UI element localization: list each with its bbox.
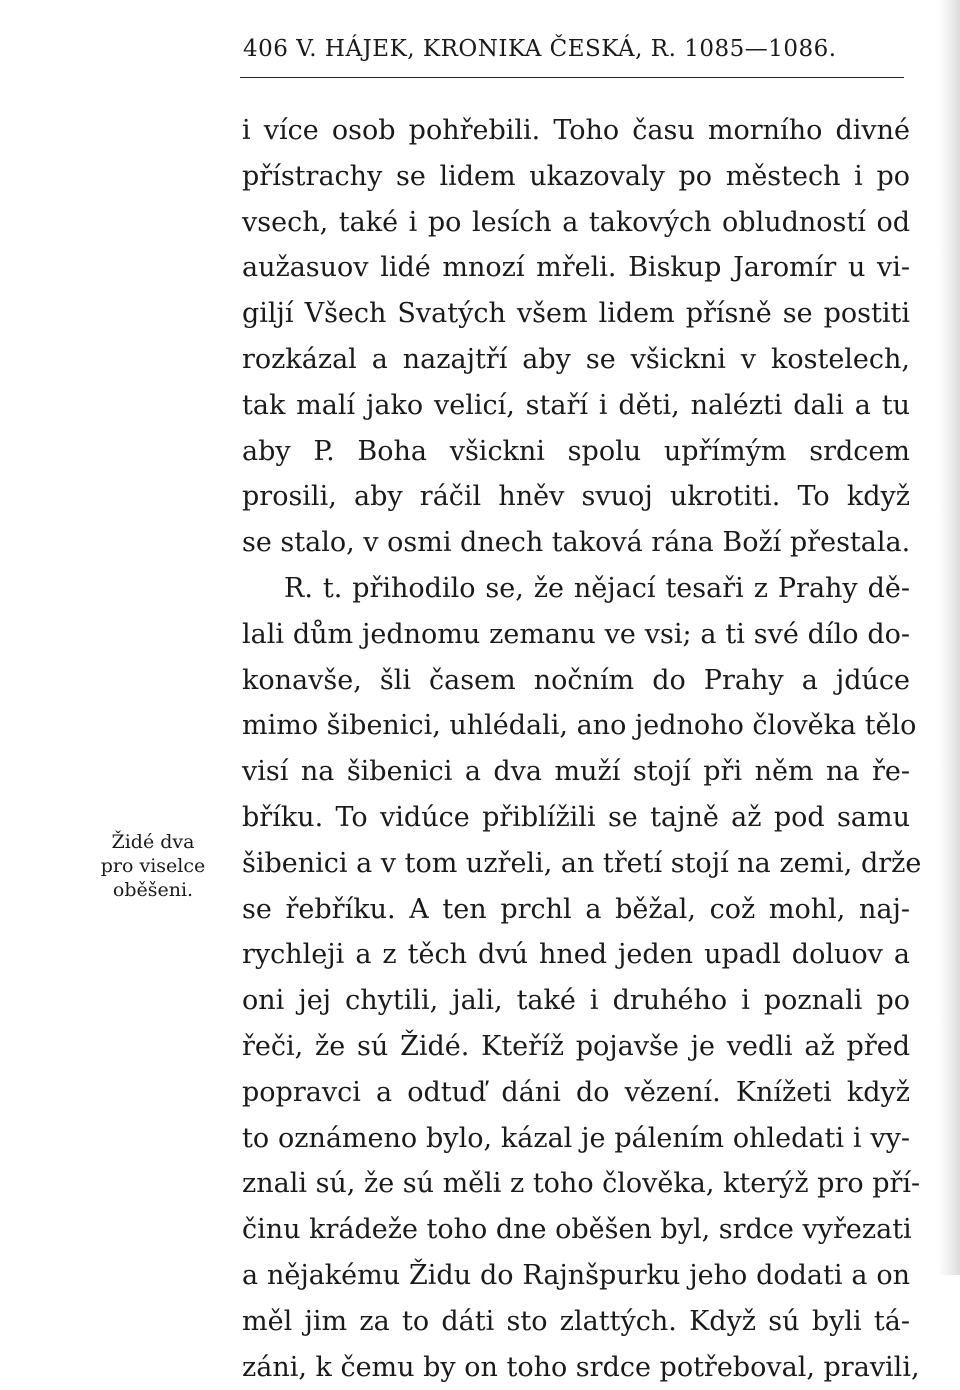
body-text	[242, 108, 922, 1390]
text-line: přístrachy se lidem ukazovaly po městech i po	[242, 160, 910, 192]
text-line: se stalo, v osmi dnech taková rána Boží přestala.	[242, 527, 911, 559]
text-line: a nějakému Židu do Rajnšpurku jeho dodati a on	[242, 1259, 910, 1291]
text-line: rychleji a z těch dvú hned jeden upadl doluov a	[242, 939, 910, 971]
text-line: tak malí jako velicí, staří i děti, nalézti dali a tu	[242, 389, 910, 421]
text-line: i více osob pohřebili. Toho času morního divné	[242, 115, 910, 146]
text-line: aby P. Boha všickni spolu upřímým srdcem	[242, 435, 910, 467]
marginal-note-line: Židé dva	[111, 831, 195, 853]
text-line: šibenici a v tom uzřeli, an třetí stojí na zemi, drže	[242, 847, 922, 879]
marginal-note-line: oběšeni.	[112, 879, 194, 901]
text-line: konavše, šli časem nočním do Prahy a jdúce	[242, 664, 910, 696]
marginal-note-line: pro viselce	[100, 855, 206, 877]
text-line: to oznámeno bylo, kázal je pálením ohledati i vy-	[242, 1122, 910, 1154]
text-line: bříku. To vidúce přiblížili se tajně až pod samu	[242, 801, 910, 833]
text-line: se řebříku. A ten prchl a běžal, což mohl, naj-	[242, 893, 910, 925]
page-edge-shadow	[938, 0, 960, 1275]
text-line: R. t. přihodilo se, že nějací tesaři z Prahy dě-	[284, 572, 910, 604]
text-line: oni jej chytili, jali, také i druhého i poznali po	[242, 985, 910, 1017]
text-line: vsech, také i po lesích a takových obludností od	[242, 206, 910, 238]
text-line: aužasuov lidé mnozí mřeli. Biskup Jaromír u vi-	[242, 252, 910, 284]
text-line: prosili, aby ráčil hněv svuoj ukrotiti. To když	[242, 481, 910, 513]
text-line: řeči, že sú Židé. Kteříž pojavše je vedli až před	[242, 1030, 910, 1062]
text-line: činu krádeže toho dne oběšen byl, srdce vyřezati	[242, 1214, 912, 1246]
text-line: měl jim za to dáti sto zlattých. Když sú byli tá-	[242, 1305, 910, 1337]
header-rule	[240, 77, 904, 78]
text-line: giljí Všech Svatých všem lidem přísně se postiti	[242, 298, 910, 330]
running-head: 406 V. HÁJEK, KRONIKA ČESKÁ, R. 1085—1086.	[243, 36, 837, 62]
text-line: mimo šibenici, uhlédali, ano jednoho člověka tělo	[242, 710, 917, 742]
marginal-note	[84, 830, 222, 902]
text-line: visí na šibenici a dva muží stojí při něm na ře-	[242, 756, 910, 788]
text-line: záni, k čemu by on toho srdce potřeboval, pravili,	[242, 1351, 920, 1383]
text-line: rozkázal a nazajtří aby se všickni v kostelech,	[242, 343, 910, 375]
text-line: znali sú, že sú měli z toho člověka, kterýž pro pří-	[242, 1168, 921, 1200]
text-line: popravci a odtuď dáni do vězení. Knížeti když	[242, 1076, 910, 1108]
text-line: lali dům jednomu zemanu ve vsi; a ti své dílo do-	[242, 618, 910, 650]
